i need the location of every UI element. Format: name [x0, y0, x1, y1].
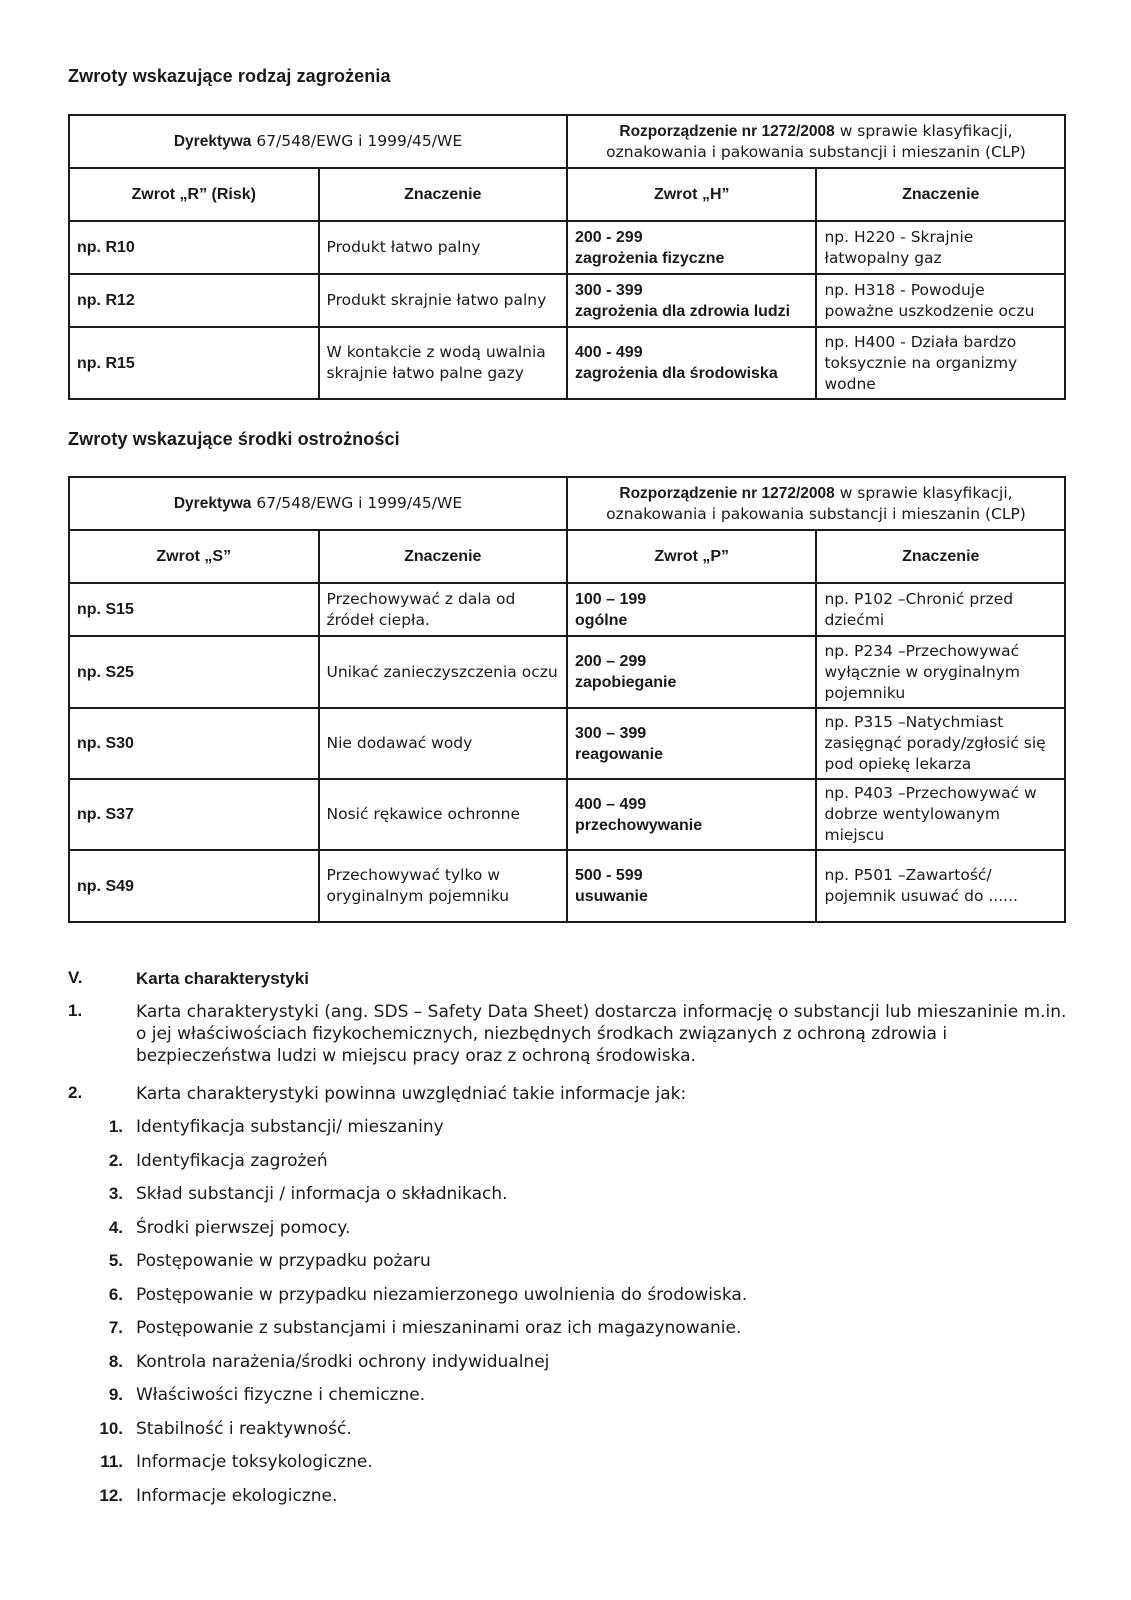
p-range: 200 – 299 zapobieganie: [567, 636, 817, 708]
s-meaning: Przechowywać tylko w oryginalnym pojemniku: [319, 850, 567, 922]
section-title-hazard: Zwroty wskazujące rodzaj zagrożenia: [68, 66, 391, 86]
h-example: np. H400 - Działa bardzo toksycznie na organizmy wodne: [816, 327, 1065, 399]
precaution-phrases-table: [68, 476, 1066, 923]
h-example: np. H318 - Powoduje poważne uszkodzenie oczu: [816, 274, 1065, 327]
p-example: np. P234 –Przechowywać wyłącznie w oryginalnym pojemniku: [816, 636, 1065, 708]
table-header-row: [69, 115, 1065, 168]
col-header-r: Zwrot „R” (Risk): [69, 168, 319, 221]
r-meaning: Produkt skrajnie łatwo palny: [319, 274, 567, 327]
p-example: np. P315 –Natychmiast zasięgnąć porady/zgłosić się pod opiekę lekarza: [816, 708, 1065, 779]
list-item: 8. Kontrola narażenia/środki ochrony indywidualnej: [108, 1351, 550, 1372]
list-item: 4. Środki pierwszej pomocy.: [108, 1217, 351, 1238]
s-meaning: Nosić rękawice ochronne: [319, 779, 567, 850]
list-item: 9. Właściwości fizyczne i chemiczne.: [108, 1385, 426, 1405]
p-example: np. P501 –Zawartość/ pojemnik usuwać do ......: [816, 850, 1065, 922]
col-header-meaning: Znaczenie: [319, 168, 567, 221]
s-meaning: Przechowywać z dala od źródeł ciepła.: [319, 583, 567, 636]
p-range: 300 – 399 reagowanie: [567, 708, 817, 779]
s-code: np. S30: [69, 708, 319, 779]
table-row: [69, 327, 1065, 399]
p-range: 400 – 499 przechowywanie: [567, 779, 817, 850]
list-item: 5. Postępowanie w przypadku pożaru: [108, 1251, 431, 1271]
section-v-heading: [68, 968, 1068, 1001]
list-item: 2. Identyfikacja zagrożeń: [108, 1150, 328, 1171]
section-v-title: Karta charakterystyki: [136, 969, 309, 988]
s-meaning: Nie dodawać wody: [319, 708, 567, 779]
col-header-meaning: Znaczenie: [816, 168, 1065, 221]
col-header-p: Zwrot „P”: [567, 530, 817, 583]
table-row: [69, 636, 1065, 708]
p-example: np. P102 –Chronić przed dziećmi: [816, 583, 1065, 636]
table-row: [69, 708, 1065, 779]
paragraph-text: Karta charakterystyki (ang. SDS – Safety Data Sheet) dostarcza informację o substancji lub mieszaninie m.in. o jej właściwościach fizykochemicznych, niezbędnych środkach związanych z ochroną zdrowia i bezpieczeństwa ludzi w miejscu pracy oraz z ochroną środowiska.: [136, 1002, 1067, 1066]
paragraph-text: Karta charakterystyki powinna uwzględniać takie informacje jak:: [136, 1084, 687, 1104]
paragraph-2: [68, 1083, 1068, 1116]
table-row: [69, 583, 1065, 636]
r-meaning: Produkt łatwo palny: [319, 221, 567, 274]
h-example: np. H220 - Skrajnie łatwopalny gaz: [816, 221, 1065, 274]
hazard-phrases-table: [68, 114, 1066, 400]
s-meaning: Unikać zanieczyszczenia oczu: [319, 636, 567, 708]
col-header-h: Zwrot „H”: [567, 168, 817, 221]
col-header-meaning: Znaczenie: [319, 530, 567, 583]
col-header-s: Zwrot „S”: [69, 530, 319, 583]
r-code: np. R10: [69, 221, 319, 274]
table-subheader-row: [69, 530, 1065, 583]
list-item: 6. Postępowanie w przypadku niezamierzonego uwolnienia do środowiska.: [108, 1284, 748, 1305]
s-code: np. S25: [69, 636, 319, 708]
list-item: 3. Skład substancji / informacja o składnikach.: [108, 1184, 508, 1204]
section-title-precaution: Zwroty wskazujące środki ostrożności: [68, 429, 400, 449]
p-range: 100 – 199 ogólne: [567, 583, 817, 636]
table-row: [69, 850, 1065, 922]
list-item: 1. Identyfikacja substancji/ mieszaniny: [108, 1117, 444, 1137]
paragraph-1: [68, 1001, 1068, 1083]
paragraph-number: 2.: [68, 1083, 83, 1102]
table-row: [69, 221, 1065, 274]
regulation-header: Rozporządzenie nr 1272/2008 w sprawie klasyfikacji, oznakowania i pakowania substancji i mieszanin (CLP): [567, 477, 1065, 530]
list-item: 7. Postępowanie z substancjami i mieszaninami oraz ich magazynowanie.: [108, 1318, 742, 1338]
s-code: np. S15: [69, 583, 319, 636]
p-example: np. P403 –Przechowywać w dobrze wentylowanym miejscu: [816, 779, 1065, 850]
s-code: np. S49: [69, 850, 319, 922]
sds-items-list: [68, 1117, 1068, 1519]
roman-numeral: V.: [68, 968, 83, 987]
sds-section: [68, 968, 1068, 1116]
regulation-header: Rozporządzenie nr 1272/2008 w sprawie klasyfikacji, oznakowania i pakowania substancji i mieszanin (CLP): [567, 115, 1065, 168]
col-header-meaning: Znaczenie: [816, 530, 1065, 583]
list-item: 10. Stabilność i reaktywność.: [99, 1418, 352, 1439]
directive-header: Dyrektywa 67/548/EWG i 1999/45/WE: [69, 115, 567, 168]
table-row: [69, 779, 1065, 850]
h-range: 200 - 299 zagrożenia fizyczne: [567, 221, 817, 274]
s-code: np. S37: [69, 779, 319, 850]
h-range: 400 - 499 zagrożenia dla środowiska: [567, 327, 817, 399]
paragraph-number: 1.: [68, 1001, 83, 1020]
p-range: 500 - 599 usuwanie: [567, 850, 817, 922]
table-row: [69, 274, 1065, 327]
h-range: 300 - 399 zagrożenia dla zdrowia ludzi: [567, 274, 817, 327]
r-meaning: W kontakcie z wodą uwalnia skrajnie łatwo palne gazy: [319, 327, 567, 399]
r-code: np. R15: [69, 327, 319, 399]
r-code: np. R12: [69, 274, 319, 327]
table-subheader-row: [69, 168, 1065, 221]
table-header-row: [69, 477, 1065, 530]
list-item: 11. Informacje toksykologiczne.: [100, 1452, 373, 1472]
list-item: 12. Informacje ekologiczne.: [99, 1485, 338, 1506]
directive-header: Dyrektywa 67/548/EWG i 1999/45/WE: [69, 477, 567, 530]
